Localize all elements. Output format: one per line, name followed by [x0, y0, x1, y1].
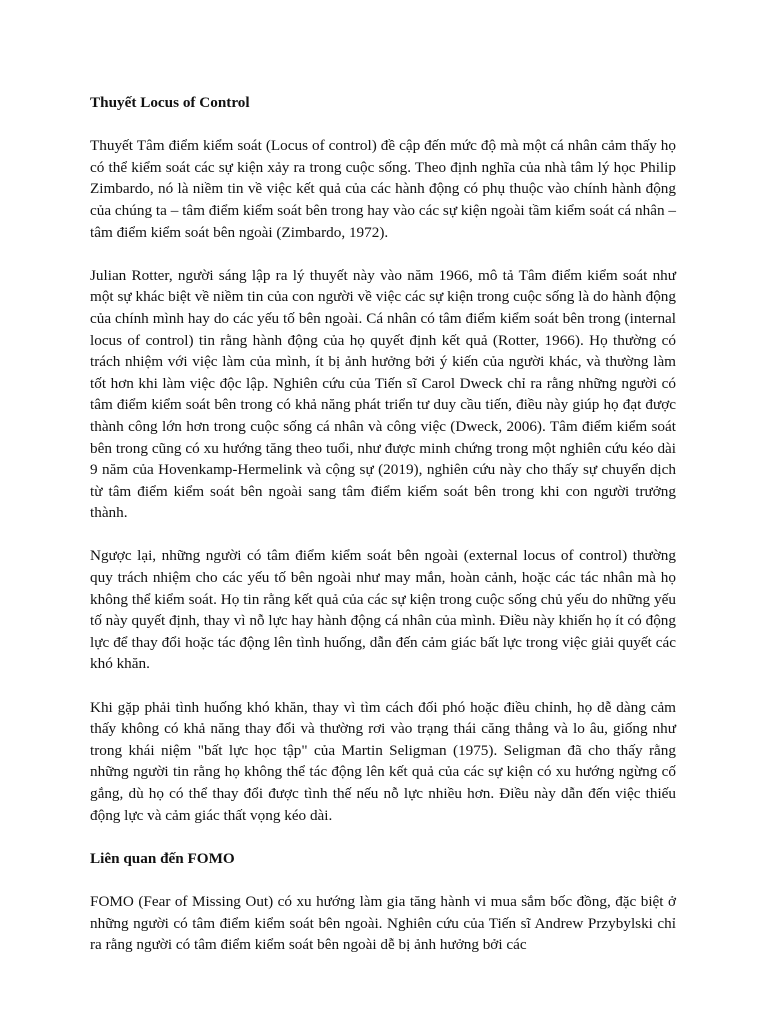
paragraph-fomo: FOMO (Fear of Missing Out) có xu hướng làm gia tăng hành vi mua sắm bốc đồng, đặc biệt ở những người có tâm điểm kiểm soát bên ngoài. Nghiên cứu của Tiến sĩ Andrew Przybylski chỉ ra rằng người có tâm điểm kiểm soát bên ngoài dễ bị ảnh hưởng bởi các: [90, 892, 676, 954]
section-heading-fomo: Liên quan đến FOMO: [90, 849, 235, 867]
paragraph-definition: Thuyết Tâm điểm kiểm soát (Locus of control) đề cập đến mức độ mà một cá nhân cảm thấy họ có thể kiểm soát các sự kiện xảy ra trong cuộc sống. Theo định nghĩa của nhà tâm lý học Philip Zimbardo, nó là niềm tin về việc kết quả của các hành động có phụ thuộc vào chính hành động của chúng ta – tâm điểm kiểm soát bên trong hay vào các sự kiện ngoài tầm kiểm soát cá nhân – tâm điểm kiểm soát bên ngoài (Zimbardo, 1972).: [90, 137, 676, 241]
section-heading-locus-of-control: Thuyết Locus of Control: [90, 94, 250, 111]
document-page: [90, 92, 676, 977]
paragraph-external-locus: Ngược lại, những người có tâm điểm kiểm soát bên ngoài (external locus of control) thường quy trách nhiệm cho các yếu tố bên ngoài như may mắn, hoàn cảnh, hoặc các tác nhân mà họ không thể kiểm soát. Họ tin rằng kết quả của các sự kiện trong cuộc sống chủ yếu do những yếu tố này quyết định, thay vì nỗ lực hay hành động cá nhân của mình. Điều này khiến họ ít có động lực để thay đổi hoặc tác động lên tình huống, dẫn đến cảm giác bất lực trong việc giải quyết các khó khăn.: [90, 547, 676, 673]
paragraph-internal-locus: Julian Rotter, người sáng lập ra lý thuyết này vào năm 1966, mô tả Tâm điểm kiểm soát như một sự khác biệt về niềm tin của con người về việc các sự kiện trong cuộc sống là do hành động của chính mình hay do các yếu tố bên ngoài. Cá nhân có tâm điểm kiểm soát bên trong (internal locus of control) tin rằng hành động của họ quyết định kết quả (Rotter, 1966). Họ thường có trách nhiệm với việc làm của mình, ít bị ảnh hưởng bởi ý kiến của người khác, và thường làm tốt hơn khi làm việc độc lập. Nghiên cứu của Tiến sĩ Carol Dweck chỉ ra rằng những người có tâm điểm kiểm soát bên trong có khả năng phát triển tư duy cầu tiến, điều này giúp họ đạt được thành công lớn hơn trong cuộc sống cá nhân và công việc (Dweck, 2006). Tâm điểm kiểm soát bên trong cũng có xu hướng tăng theo tuổi, như được minh chứng trong một nghiên cứu kéo dài 9 năm của Hovenkamp-Hermelink và cộng sự (2019), nghiên cứu này cho thấy sự chuyển dịch từ tâm điểm kiểm soát bên ngoài sang tâm điểm kiểm soát bên trong khi con người trưởng thành.: [90, 266, 676, 522]
paragraph-learned-helplessness: Khi gặp phải tình huống khó khăn, thay vì tìm cách đối phó hoặc điều chỉnh, họ dễ dàng cảm thấy không có khả năng thay đổi và thường rơi vào trạng thái căng thẳng và lo âu, giống như trong khái niệm "bất lực học tập" của Martin Seligman (1975). Seligman đã cho thấy rằng những người tin rằng họ không thể tác động lên kết quả của các sự kiện có xu hướng ngừng cố gắng, dù họ có thể thay đổi được tình thế nếu nỗ lực nhiều hơn. Điều này dẫn đến việc thiếu động lực và cảm giác thất vọng kéo dài.: [90, 698, 676, 824]
